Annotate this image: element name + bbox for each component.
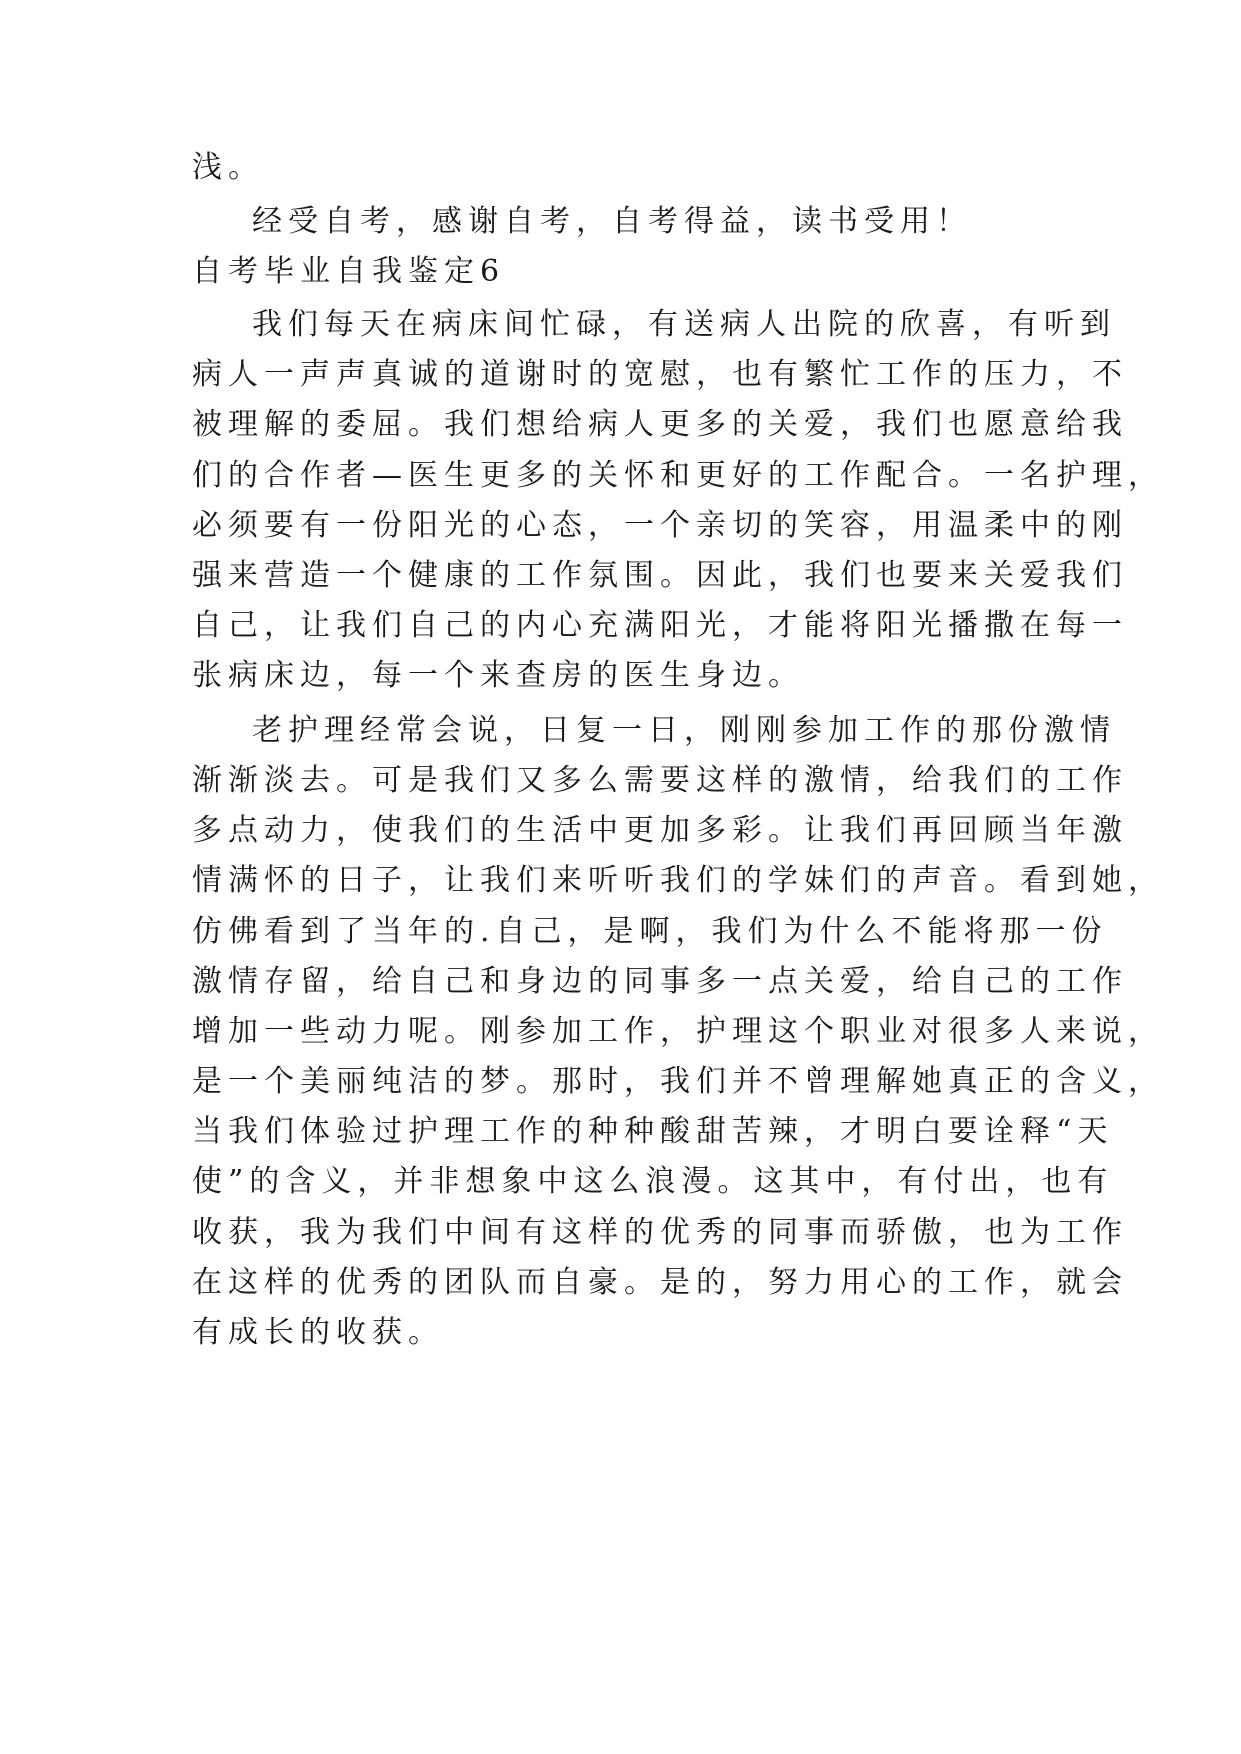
text-line: 经受自考，感谢自考，自考得益，读书受用！: [252, 204, 972, 239]
text-line: 是一个美丽纯洁的梦。那时，我们并不曾理解她真正的含义，: [192, 1064, 1164, 1099]
text-line: 当我们体验过护理工作的种种酸甜苦辣，才明白要诠释“天: [192, 1114, 1114, 1149]
text-line: 激情存留，给自己和身边的同事多一点关爱，给自己的工作: [192, 964, 1128, 999]
text-line: 们的合作者—医生更多的关怀和更好的工作配合。一名护理，: [192, 458, 1164, 493]
text-line: 仿佛看到了当年的.自己，是啊，我们为什么不能将那一份: [192, 914, 1108, 949]
text-line: 增加一些动力呢。刚参加工作，护理这个职业对很多人来说，: [192, 1014, 1164, 1049]
text-line: 使”的含义，并非想象中这么浪漫。这其中，有付出，也有: [192, 1164, 1114, 1199]
text-line: 在这样的优秀的团队而自豪。是的，努力用心的工作，就会: [192, 1265, 1128, 1300]
text-line: 有成长的收获。: [192, 1315, 444, 1350]
text-line: 自己，让我们自己的内心充满阳光，才能将阳光播撒在每一: [192, 608, 1128, 643]
text-line: 强来营造一个健康的工作氛围。因此，我们也要来关爱我们: [192, 558, 1128, 593]
text-line: 病人一声声真诚的道谢时的宽慰，也有繁忙工作的压力，不: [192, 357, 1128, 392]
text-line: 我们每天在病床间忙碌，有送病人出院的欣喜，有听到: [252, 307, 1116, 342]
text-line: 被理解的委屈。我们想给病人更多的关爱，我们也愿意给我: [192, 407, 1128, 442]
text-line: 收获，我为我们中间有这样的优秀的同事而骄傲，也为工作: [192, 1215, 1128, 1250]
text-line: 浅。: [192, 150, 264, 185]
section-heading: 自考毕业自我鉴定6: [192, 254, 506, 289]
text-line: 张病床边，每一个来查房的医生身边。: [192, 658, 804, 693]
text-line: 老护理经常会说，日复一日，刚刚参加工作的那份激情: [252, 713, 1116, 748]
text-line: 渐渐淡去。可是我们又多么需要这样的激情，给我们的工作: [192, 763, 1128, 798]
text-line: 情满怀的日子，让我们来听听我们的学妹们的声音。看到她，: [192, 863, 1164, 898]
text-line: 必须要有一份阳光的心态，一个亲切的笑容，用温柔中的刚: [192, 508, 1128, 543]
text-line: 多点动力，使我们的生活中更加多彩。让我们再回顾当年激: [192, 813, 1128, 848]
